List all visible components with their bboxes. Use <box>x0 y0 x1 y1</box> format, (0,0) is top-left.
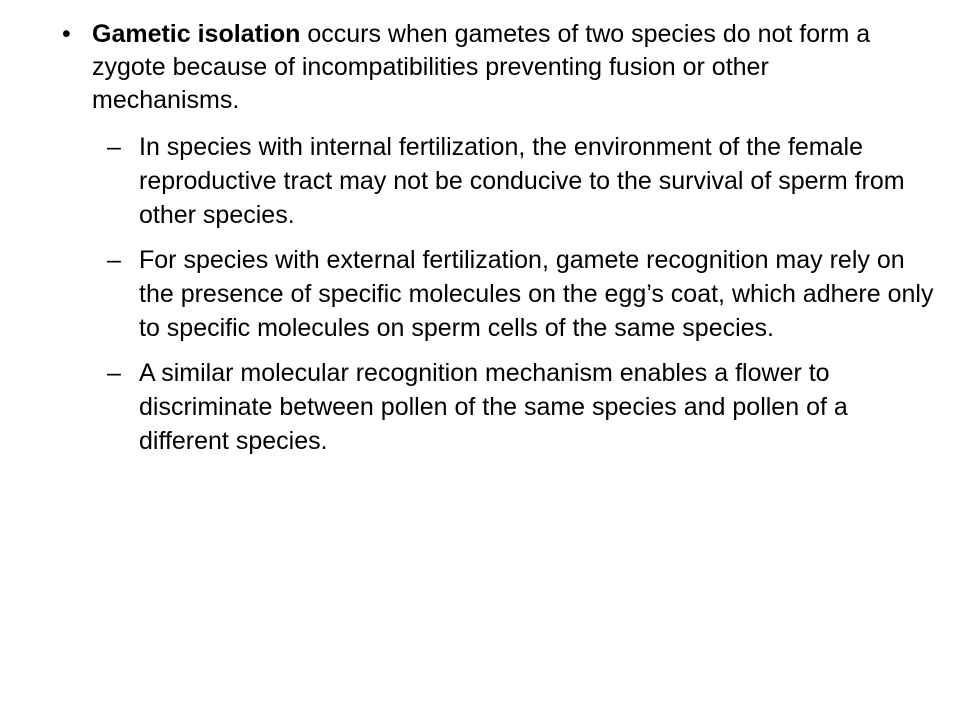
bullet-term: Gametic isolation <box>92 20 301 48</box>
sub-bullet-item <box>107 130 937 232</box>
main-bullet-text <box>92 18 912 117</box>
sub-bullet-text: For species with external fertilization, gamete recognition may rely on the presence of specific molecules on the egg’s coat, which adhere only to specific molecules on sperm cells of the same species. <box>139 246 934 342</box>
dash-marker: – <box>107 133 121 161</box>
sub-bullet-item <box>107 243 937 345</box>
bullet-marker: • <box>62 20 71 48</box>
bullet-body: occurs when gametes of two species do not form a zygote because of incompatibilities preventing fusion or other mechanisms. <box>92 20 871 114</box>
sub-bullet-item <box>107 356 937 458</box>
sub-bullet-text: A similar molecular recognition mechanism enables a flower to discriminate between pollen of the same species and pollen of a different species. <box>139 359 848 455</box>
dash-marker: – <box>107 246 121 274</box>
dash-marker: – <box>107 359 121 387</box>
sub-bullet-text: In species with internal fertilization, the environment of the female reproductive tract may not be conducive to the survival of sperm from other species. <box>139 133 905 229</box>
sub-bullet-list <box>107 130 937 469</box>
main-bullet <box>62 18 912 117</box>
